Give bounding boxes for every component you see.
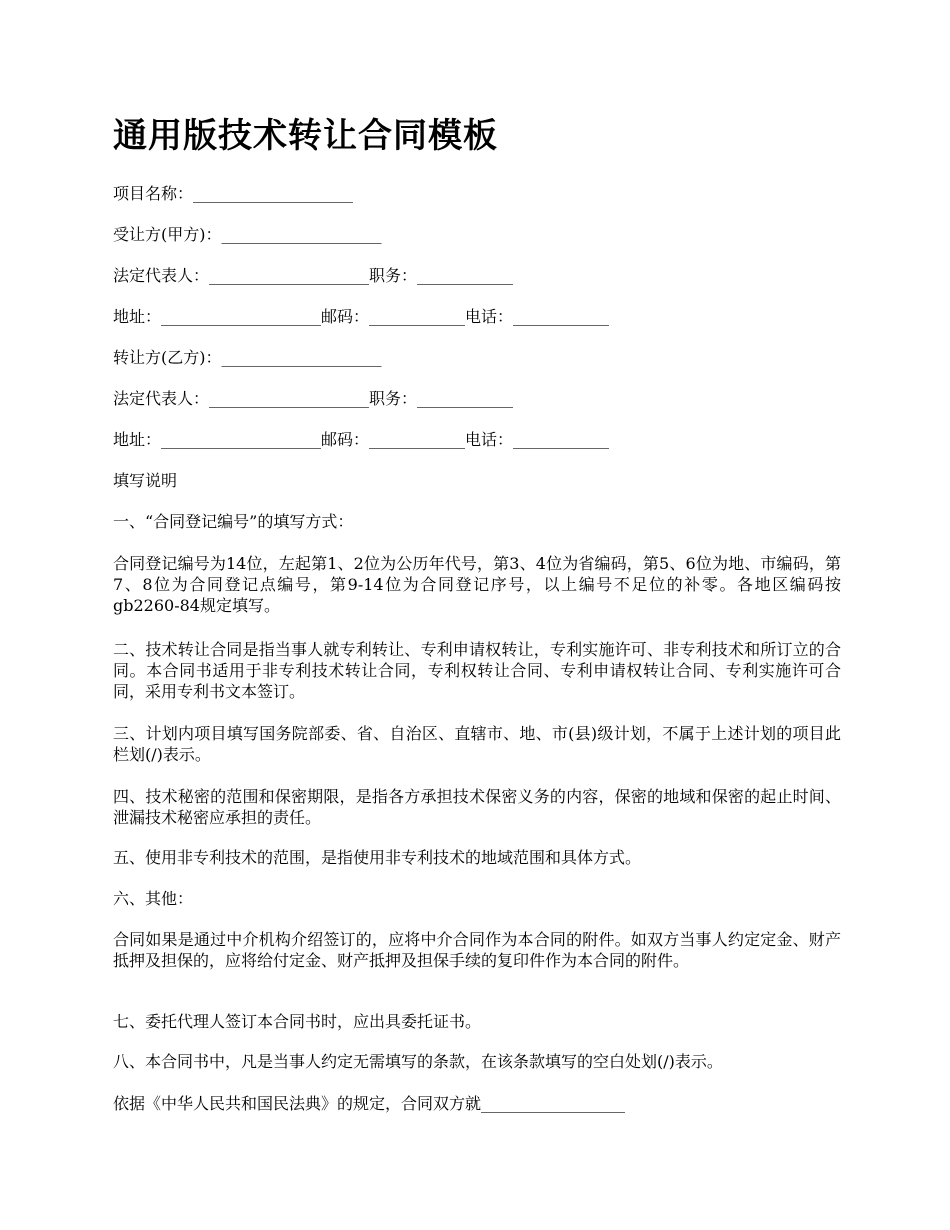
instruction-4: 四、技术秘密的范围和保密期限，是指各方承担技术保密义务的内容，保密的地域和保密的起止时间、泄漏技术秘密应承担的责任。: [113, 787, 841, 827]
instruction-6-body: 合同如果是通过中介机构介绍签订的，应将中介合同作为本合同的附件。如双方当事人约定定金、财产抵押及担保的，应将给付定金、财产抵押及担保手续的复印件作为本合同的附件。: [113, 930, 841, 970]
field-transferee-address: 地址：____________________邮码：____________电话：____________: [113, 307, 610, 326]
instruction-5: 五、使用非专利技术的范围，是指使用非专利技术的地域范围和具体方式。: [113, 848, 642, 867]
instruction-7: 七、委托代理人签订本合同书时，应出具委托证书。: [113, 1012, 482, 1031]
instruction-6-title: 六、其他：: [113, 889, 194, 908]
field-transferee-representative: 法定代表人：____________________职务：____________: [113, 266, 514, 285]
instruction-1-body: 合同登记编号为14位，左起第1、2位为公历年代号，第3、4位为省编码，第5、6位为地、市编码，第7、8位为合同登记点编号，第9-14位为合同登记序号，以上编号不足位的补零。各地区编码按gb2260-84规定填写。: [113, 554, 841, 615]
field-project-name: 项目名称：____________________: [113, 184, 354, 203]
instruction-1-title: 一、“合同登记编号”的填写方式：: [113, 512, 354, 531]
field-transferee: 受让方(甲方)：____________________: [113, 225, 382, 244]
closing-clause: 依据《中华人民共和国民法典》的规定，合同双方就__________________: [113, 1094, 626, 1113]
field-transferor-address: 地址：____________________邮码：____________电话：____________: [113, 430, 610, 449]
instructions-heading: 填写说明: [113, 471, 178, 490]
document-title: 通用版技术转让合同模板: [113, 116, 498, 156]
field-transferor: 转让方(乙方)：____________________: [113, 348, 382, 367]
instruction-2: 二、技术转让合同是指当事人就专利转让、专利申请权转让，专利实施许可、非专利技术和所订立的合同。本合同书适用于非专利技术转让合同，专利权转让合同、专利申请权转让合同、专利实施许可合同，采用专利书文本签订。: [113, 640, 841, 701]
field-transferor-representative: 法定代表人：____________________职务：____________: [113, 389, 514, 408]
instruction-3: 三、计划内项目填写国务院部委、省、自治区、直辖市、地、市(县)级计划，不属于上述计划的项目此栏划(/)表示。: [113, 724, 841, 764]
instruction-8: 八、本合同书中，凡是当事人约定无需填写的条款，在该条款填写的空白处划(/)表示。: [113, 1052, 723, 1071]
